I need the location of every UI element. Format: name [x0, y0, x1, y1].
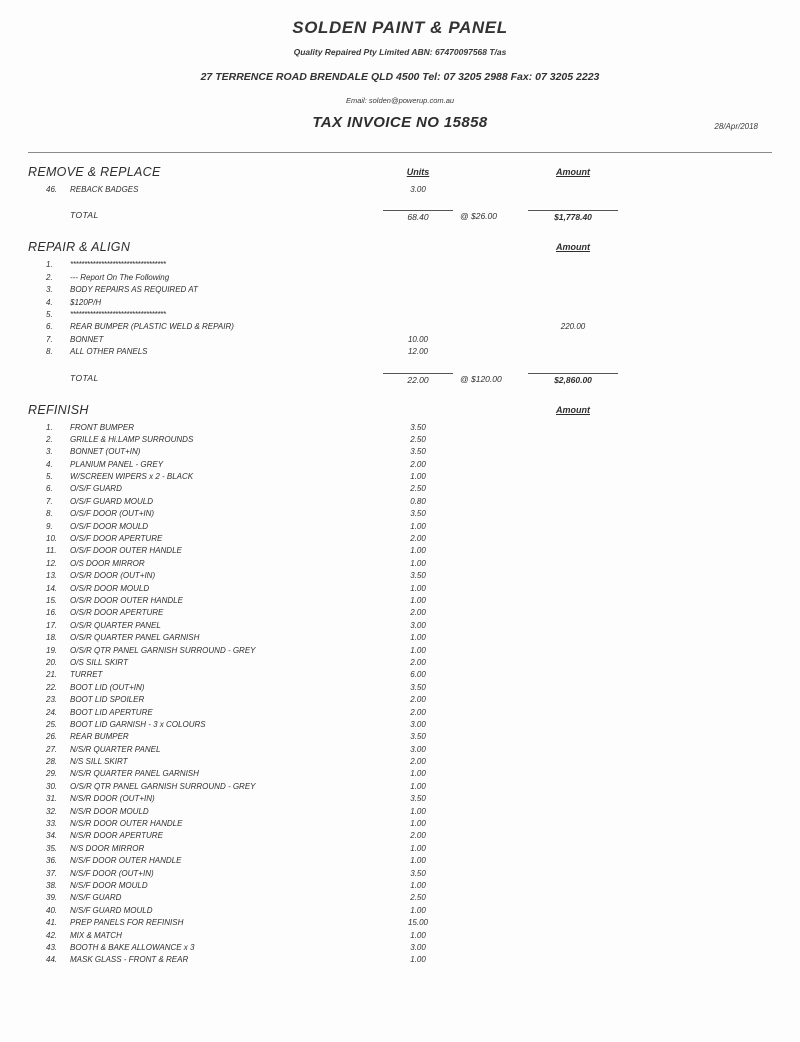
line-item-units: 1.00 [410, 472, 426, 482]
line-item-number: 35. [46, 843, 58, 853]
total-units: 68.40 [383, 210, 453, 222]
line-item-number: 37. [46, 868, 58, 878]
line-item-number: 20. [46, 657, 58, 667]
company-subtitle: Quality Repaired Pty Limited ABN: 67470097568 T/as [293, 47, 507, 57]
line-item-row [28, 646, 772, 658]
total-units: 22.00 [383, 373, 453, 385]
line-item-row [28, 782, 772, 794]
line-item-description: REAR BUMPER [70, 732, 129, 742]
line-item-number: 36. [46, 856, 58, 866]
line-item-units: 1.00 [410, 583, 426, 593]
total-amount: $1,778.40 [528, 210, 618, 222]
line-item-description: N/S/R QUARTER PANEL [70, 744, 161, 754]
invoice-title-row [28, 114, 772, 138]
line-item-number: 22. [46, 682, 58, 692]
line-item-row [28, 335, 772, 347]
line-item-number: 6. [46, 484, 53, 494]
line-item-units: 3.50 [410, 447, 426, 457]
line-item-row [28, 621, 772, 633]
line-item-units: 3.50 [410, 509, 426, 519]
line-item-row [28, 546, 772, 558]
line-item-units: 2.00 [410, 657, 426, 667]
line-item-description: GRILLE & Hi.LAMP SURROUNDS [70, 434, 194, 444]
line-item-number: 18. [46, 633, 58, 643]
line-item-description: $120P/H [70, 297, 102, 307]
line-item-units: 2.00 [410, 831, 426, 841]
line-item-number: 23. [46, 695, 58, 705]
line-item-number: 5. [46, 309, 53, 319]
line-item-number: 40. [46, 905, 58, 915]
line-item-description: BONNET [70, 334, 104, 344]
line-item-row [28, 522, 772, 534]
line-item-number: 15. [46, 595, 58, 605]
line-item-units: 1.00 [410, 905, 426, 915]
line-item-row [28, 769, 772, 781]
line-item-row [28, 497, 772, 509]
line-item-row [28, 484, 772, 496]
line-item-number: 10. [46, 534, 58, 544]
line-item-description: O/S/R DOOR (OUT+IN) [70, 571, 156, 581]
line-item-description: ********************************** [70, 260, 166, 270]
column-header-units: Units [406, 167, 430, 177]
line-item-number: 8. [46, 347, 53, 357]
line-item-description: O/S/R DOOR OUTER HANDLE [70, 595, 183, 605]
line-item-row [28, 844, 772, 856]
section-header [28, 165, 772, 182]
line-item-row [28, 670, 772, 682]
section-header [28, 403, 772, 420]
section-total-row [28, 206, 772, 228]
line-item-row [28, 608, 772, 620]
line-item-number: 24. [46, 707, 58, 717]
line-item-row [28, 695, 772, 707]
line-item-units: 6.00 [410, 670, 426, 680]
line-item-number: 11. [46, 546, 57, 556]
line-item-units: 1.00 [410, 819, 426, 829]
line-item-description: O/S/R QTR PANEL GARNISH SURROUND - GREY [70, 781, 256, 791]
section-title: REPAIR & ALIGN [28, 240, 131, 255]
section-total-row [28, 369, 772, 391]
line-item-row [28, 757, 772, 769]
line-item-row [28, 633, 772, 645]
line-item-number: 3. [46, 285, 53, 295]
line-item-description: MIX & MATCH [70, 930, 122, 940]
line-item-units: 3.00 [410, 719, 426, 729]
line-item-row [28, 856, 772, 868]
line-item-number: 38. [46, 880, 58, 890]
line-item-description: PREP PANELS FOR REFINISH [70, 918, 184, 928]
line-item-number: 2. [46, 434, 53, 444]
total-label: TOTAL [70, 372, 99, 383]
line-item-number: 21. [46, 670, 58, 680]
line-item-units: 0.80 [410, 496, 426, 506]
line-item-units: 3.50 [410, 794, 426, 804]
line-item-description: ********************************** [70, 309, 166, 319]
line-item-description: O/S/R DOOR MOULD [70, 583, 150, 593]
line-item-number: 25. [46, 719, 58, 729]
line-item-units: 2.00 [410, 757, 426, 767]
line-item-description: O/S/R QUARTER PANEL [70, 620, 161, 630]
line-item-units: 1.00 [410, 595, 426, 605]
line-item-row [28, 943, 772, 955]
line-item-row [28, 347, 772, 359]
section-title: REFINISH [28, 402, 89, 417]
line-item-units: 2.50 [410, 434, 426, 444]
line-item-units: 1.00 [410, 955, 426, 965]
line-item-number: 3. [46, 447, 53, 457]
line-item-row [28, 273, 772, 285]
line-item-units: 2.00 [410, 608, 426, 618]
line-item-row [28, 534, 772, 546]
column-header-amount: Amount [556, 167, 590, 177]
line-item-units: 10.00 [407, 334, 429, 344]
section-lines [28, 260, 772, 359]
invoice-section [28, 403, 772, 968]
line-item-number: 4. [46, 297, 53, 307]
line-item-description: O/S/R QUARTER PANEL GARNISH [70, 633, 200, 643]
line-item-units: 2.00 [410, 695, 426, 705]
line-item-units: 12.00 [407, 347, 429, 357]
line-item-row [28, 869, 772, 881]
line-item-number: 33. [46, 819, 58, 829]
line-item-description: N/S SILL SKIRT [70, 757, 128, 767]
line-item-description: N/S/R DOOR OUTER HANDLE [70, 819, 183, 829]
invoice-title: TAX INVOICE NO 15858 [312, 114, 488, 131]
line-item-number: 39. [46, 893, 58, 903]
line-item-row [28, 423, 772, 435]
line-item-row [28, 298, 772, 310]
line-item-number: 1. [46, 422, 53, 432]
line-item-units: 2.00 [410, 534, 426, 544]
line-item-number: 8. [46, 509, 53, 519]
line-item-row [28, 658, 772, 670]
line-item-units: 3.50 [410, 732, 426, 742]
line-item-description: O/S/F DOOR MOULD [70, 521, 149, 531]
line-item-row [28, 819, 772, 831]
line-item-number: 42. [46, 930, 58, 940]
section-lines [28, 185, 772, 197]
line-item-number: 29. [46, 769, 58, 779]
line-item-description: O/S/R QTR PANEL GARNISH SURROUND - GREY [70, 645, 256, 655]
line-item-units: 1.00 [410, 645, 426, 655]
line-item-description: BOOT LID APERTURE [70, 707, 153, 717]
line-item-number: 30. [46, 781, 58, 791]
line-item-number: 28. [46, 757, 58, 767]
line-item-row [28, 310, 772, 322]
line-item-description: MASK GLASS - FRONT & REAR [70, 955, 189, 965]
line-item-number: 12. [46, 558, 58, 568]
line-item-number: 41. [46, 918, 58, 928]
line-item-description: BODY REPAIRS AS REQUIRED AT [70, 285, 198, 295]
invoice-section [28, 165, 772, 228]
line-item-number: 46. [46, 185, 58, 194]
company-address: 27 TERRENCE ROAD BRENDALE QLD 4500 Tel: 07 3205 2988 Fax: 07 3205 2223 [200, 71, 600, 83]
line-item-number: 9. [46, 521, 53, 531]
line-item-description: W/SCREEN WIPERS x 2 - BLACK [70, 472, 194, 482]
line-item-description: N/S/F DOOR OUTER HANDLE [70, 856, 182, 866]
line-item-description: O/S/F DOOR OUTER HANDLE [70, 546, 182, 556]
line-item-units: 1.00 [410, 843, 426, 853]
line-item-row [28, 807, 772, 819]
line-item-row [28, 322, 772, 334]
line-item-row [28, 185, 772, 197]
line-item-description: FRONT BUMPER [70, 422, 134, 432]
line-item-number: 17. [46, 620, 58, 630]
line-item-amount: 220.00 [560, 322, 586, 332]
line-item-row [28, 285, 772, 297]
line-item-units: 15.00 [407, 918, 429, 928]
line-item-row [28, 881, 772, 893]
line-item-description: N/S/F GUARD [70, 893, 122, 903]
line-item-description: N/S/F GUARD MOULD [70, 905, 153, 915]
line-item-row [28, 794, 772, 806]
line-item-description: N/S/R DOOR (OUT+IN) [70, 794, 155, 804]
invoice-date: 28/Apr/2018 [714, 122, 758, 131]
header-divider [28, 152, 772, 153]
line-item-number: 44. [46, 955, 58, 965]
line-item-description: TURRET [70, 670, 103, 680]
line-item-row [28, 683, 772, 695]
line-item-units: 2.00 [410, 459, 426, 469]
line-item-row [28, 472, 772, 484]
line-item-description: BOOTH & BAKE ALLOWANCE x 3 [70, 942, 195, 952]
section-lines [28, 423, 772, 968]
line-item-units: 3.50 [410, 571, 426, 581]
total-amount: $2,860.00 [528, 373, 618, 385]
line-item-number: 32. [46, 806, 58, 816]
line-item-units: 1.00 [410, 633, 426, 643]
line-item-description: N/S/F DOOR MOULD [70, 880, 148, 890]
line-item-row [28, 931, 772, 943]
line-item-row [28, 708, 772, 720]
line-item-units: 1.00 [410, 769, 426, 779]
line-item-number: 27. [46, 744, 58, 754]
line-item-units: 3.50 [410, 682, 426, 692]
line-item-row [28, 559, 772, 571]
line-item-units: 2.00 [410, 707, 426, 717]
line-item-number: 5. [46, 472, 53, 482]
line-item-description: O/S DOOR MIRROR [70, 558, 145, 568]
section-title: REMOVE & REPLACE [28, 165, 161, 179]
line-item-description: O/S/F DOOR APERTURE [70, 534, 163, 544]
line-item-description: O/S/R DOOR APERTURE [70, 608, 164, 618]
line-item-description: ALL OTHER PANELS [70, 347, 148, 357]
line-item-row [28, 509, 772, 521]
line-item-description: N/S/R QUARTER PANEL GARNISH [70, 769, 199, 779]
line-item-row [28, 918, 772, 930]
line-item-row [28, 831, 772, 843]
line-item-row [28, 745, 772, 757]
line-item-row [28, 447, 772, 459]
line-item-number: 2. [46, 272, 53, 282]
line-item-number: 14. [46, 583, 58, 593]
line-item-units: 1.00 [410, 930, 426, 940]
invoice-header [28, 18, 772, 138]
line-item-description: BOOT LID SPOILER [70, 695, 145, 705]
column-header-amount: Amount [556, 242, 590, 253]
total-rate: @ $120.00 [460, 373, 502, 384]
line-item-units: 3.00 [410, 942, 426, 952]
line-item-units: 3.50 [410, 422, 426, 432]
line-item-units: 2.50 [410, 893, 426, 903]
invoice-section [28, 240, 772, 390]
line-item-description: BOOT LID (OUT+IN) [70, 682, 145, 692]
line-item-number: 13. [46, 571, 58, 581]
line-item-number: 34. [46, 831, 58, 841]
line-item-number: 6. [46, 322, 53, 332]
line-item-number: 26. [46, 732, 58, 742]
line-item-units: 3.00 [410, 185, 426, 194]
line-item-description: N/S DOOR MIRROR [70, 843, 145, 853]
line-item-row [28, 571, 772, 583]
line-item-units: 3.00 [410, 620, 426, 630]
line-item-units: 3.50 [410, 868, 426, 878]
line-item-description: N/S/R DOOR MOULD [70, 806, 149, 816]
company-email: Email: solden@powerup.com.au [345, 96, 455, 105]
line-item-units: 2.50 [410, 484, 426, 494]
line-item-row [28, 460, 772, 472]
line-item-units: 3.00 [410, 744, 426, 754]
line-item-row [28, 584, 772, 596]
line-item-row [28, 955, 772, 967]
column-header-amount: Amount [556, 404, 590, 415]
line-item-number: 4. [46, 459, 53, 469]
line-item-units: 1.00 [410, 806, 426, 816]
line-item-description: --- Report On The Following [70, 272, 170, 282]
line-item-units: 1.00 [410, 558, 426, 568]
line-item-row [28, 893, 772, 905]
line-item-units: 1.00 [410, 856, 426, 866]
line-item-row [28, 260, 772, 272]
line-item-description: O/S/F DOOR (OUT+IN) [70, 509, 155, 519]
line-item-description: N/S/R DOOR APERTURE [70, 831, 163, 841]
line-item-description: REAR BUMPER (PLASTIC WELD & REPAIR) [70, 322, 234, 332]
line-item-description: O/S SILL SKIRT [70, 657, 128, 667]
line-item-row [28, 732, 772, 744]
line-item-row [28, 596, 772, 608]
line-item-units: 1.00 [410, 521, 426, 531]
line-item-description: BOOT LID GARNISH - 3 x COLOURS [70, 719, 206, 729]
line-item-description: REBACK BADGES [70, 185, 139, 194]
line-item-number: 31. [46, 794, 58, 804]
line-item-number: 16. [46, 608, 58, 618]
line-item-units: 1.00 [410, 781, 426, 791]
line-item-description: O/S/F GUARD [70, 484, 122, 494]
line-item-row [28, 720, 772, 732]
company-name: SOLDEN PAINT & PANEL [292, 18, 508, 37]
total-rate: @ $26.00 [460, 211, 497, 222]
line-item-row [28, 906, 772, 918]
line-item-units: 1.00 [410, 880, 426, 890]
line-item-units: 1.00 [410, 546, 426, 556]
line-item-number: 7. [46, 334, 53, 344]
line-item-description: BONNET (OUT+IN) [70, 447, 141, 457]
line-item-description: PLANIUM PANEL - GREY [70, 459, 164, 469]
line-item-number: 1. [46, 260, 53, 270]
line-item-description: O/S/F GUARD MOULD [70, 496, 153, 506]
invoice-sections [28, 165, 772, 968]
line-item-description: N/S/F DOOR (OUT+IN) [70, 868, 154, 878]
total-label: TOTAL [70, 210, 99, 221]
line-item-number: 19. [46, 645, 58, 655]
line-item-row [28, 435, 772, 447]
section-header [28, 240, 772, 257]
line-item-number: 7. [46, 496, 53, 506]
line-item-number: 43. [46, 942, 58, 952]
